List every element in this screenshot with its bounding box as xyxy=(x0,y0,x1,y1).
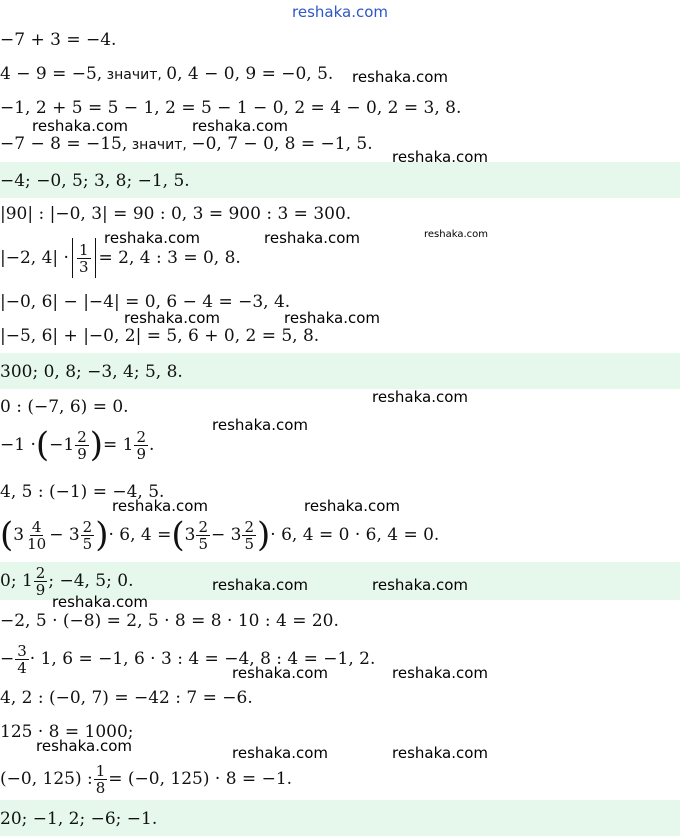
site-watermark: reshaka.com xyxy=(284,309,380,327)
equation-line: 0 : (−7, 6) = 0. xyxy=(0,397,129,417)
site-watermark-top: reshaka.com xyxy=(292,3,388,21)
site-watermark: reshaka.com xyxy=(232,744,328,762)
site-watermark: reshaka.com xyxy=(232,664,328,682)
site-watermark: reshaka.com xyxy=(264,229,360,247)
site-watermark: reshaka.com xyxy=(424,229,488,240)
equation-line: (−0, 125) : $\frac{1}{8}$ = (−0, 125) · 8 = −1. xyxy=(0,761,293,797)
equation-line: |−2, 4| · $\frac{1}{3}$ = 2, 4 : 3 = 0, 8. xyxy=(0,236,241,280)
equation-line: −7 − 8 = −15, значит, −0, 7 − 0, 8 = −1, 5. xyxy=(0,134,373,154)
site-watermark: reshaka.com xyxy=(212,576,308,594)
equation-line: |−5, 6| + |−0, 2| = 5, 6 + 0, 2 = 5, 8. xyxy=(0,326,320,346)
site-watermark: reshaka.com xyxy=(124,309,220,327)
equation-line: −1, 2 + 5 = 5 − 1, 2 = 5 − 1 − 0, 2 = 4 − 0, 2 = 3, 8. xyxy=(0,98,462,118)
site-watermark: reshaka.com xyxy=(112,497,208,515)
site-watermark: reshaka.com xyxy=(392,664,488,682)
equation-line: |90| : |−0, 3| = 90 : 0, 3 = 900 : 3 = 300. xyxy=(0,204,352,224)
equation-line: 125 · 8 = 1000; xyxy=(0,722,134,742)
site-watermark: reshaka.com xyxy=(352,68,448,86)
site-watermark: reshaka.com xyxy=(212,416,308,434)
equation-line: −2, 5 · (−8) = 2, 5 · 8 = 8 · 10 : 4 = 20. xyxy=(0,611,339,631)
site-watermark: reshaka.com xyxy=(104,229,200,247)
site-watermark: reshaka.com xyxy=(36,737,132,755)
site-watermark: reshaka.com xyxy=(372,576,468,594)
equation-line: |−0, 6| − |−4| = 0, 6 − 4 = −3, 4. xyxy=(0,292,291,312)
answer-line: 20; −1, 2; −6; −1. xyxy=(0,809,158,829)
site-watermark: reshaka.com xyxy=(32,117,128,135)
answer-line: −4; −0, 5; 3, 8; −1, 5. xyxy=(0,171,190,191)
answer-line: 0; 1 $\frac{2}{9}$ ; −4, 5; 0. xyxy=(0,563,134,599)
answer-line: 300; 0, 8; −3, 4; 5, 8. xyxy=(0,362,183,382)
equation-line: 4, 5 : (−1) = −4, 5. xyxy=(0,482,165,502)
site-watermark: reshaka.com xyxy=(372,388,468,406)
equation-line: 4 − 9 = −5, значит, 0, 4 − 0, 9 = −0, 5. xyxy=(0,64,334,84)
equation-line: −7 + 3 = −4. xyxy=(0,30,117,50)
equation-line: ( 3 $\frac{4}{10}$ − 3 $\frac{2}{5}$ ) · 6, 4 = ( 3 $\frac{2}{5}$ − 3 $\frac{2}{5}$ ) · 6, 4 = 0 · 6, 4 = 0. xyxy=(0,515,440,555)
site-watermark: reshaka.com xyxy=(192,117,288,135)
site-watermark: reshaka.com xyxy=(392,744,488,762)
site-watermark: reshaka.com xyxy=(304,497,400,515)
site-watermark: reshaka.com xyxy=(392,148,488,166)
equation-line: −1 · ( −1 $\frac{2}{9}$ ) = 1 $\frac{2}{9}$ . xyxy=(0,425,155,465)
equation-line: − $\frac{3}{4}$ · 1, 6 = −1, 6 · 3 : 4 = −4, 8 : 4 = −1, 2. xyxy=(0,641,376,677)
site-watermark: reshaka.com xyxy=(52,593,148,611)
equation-line: 4, 2 : (−0, 7) = −42 : 7 = −6. xyxy=(0,688,253,708)
